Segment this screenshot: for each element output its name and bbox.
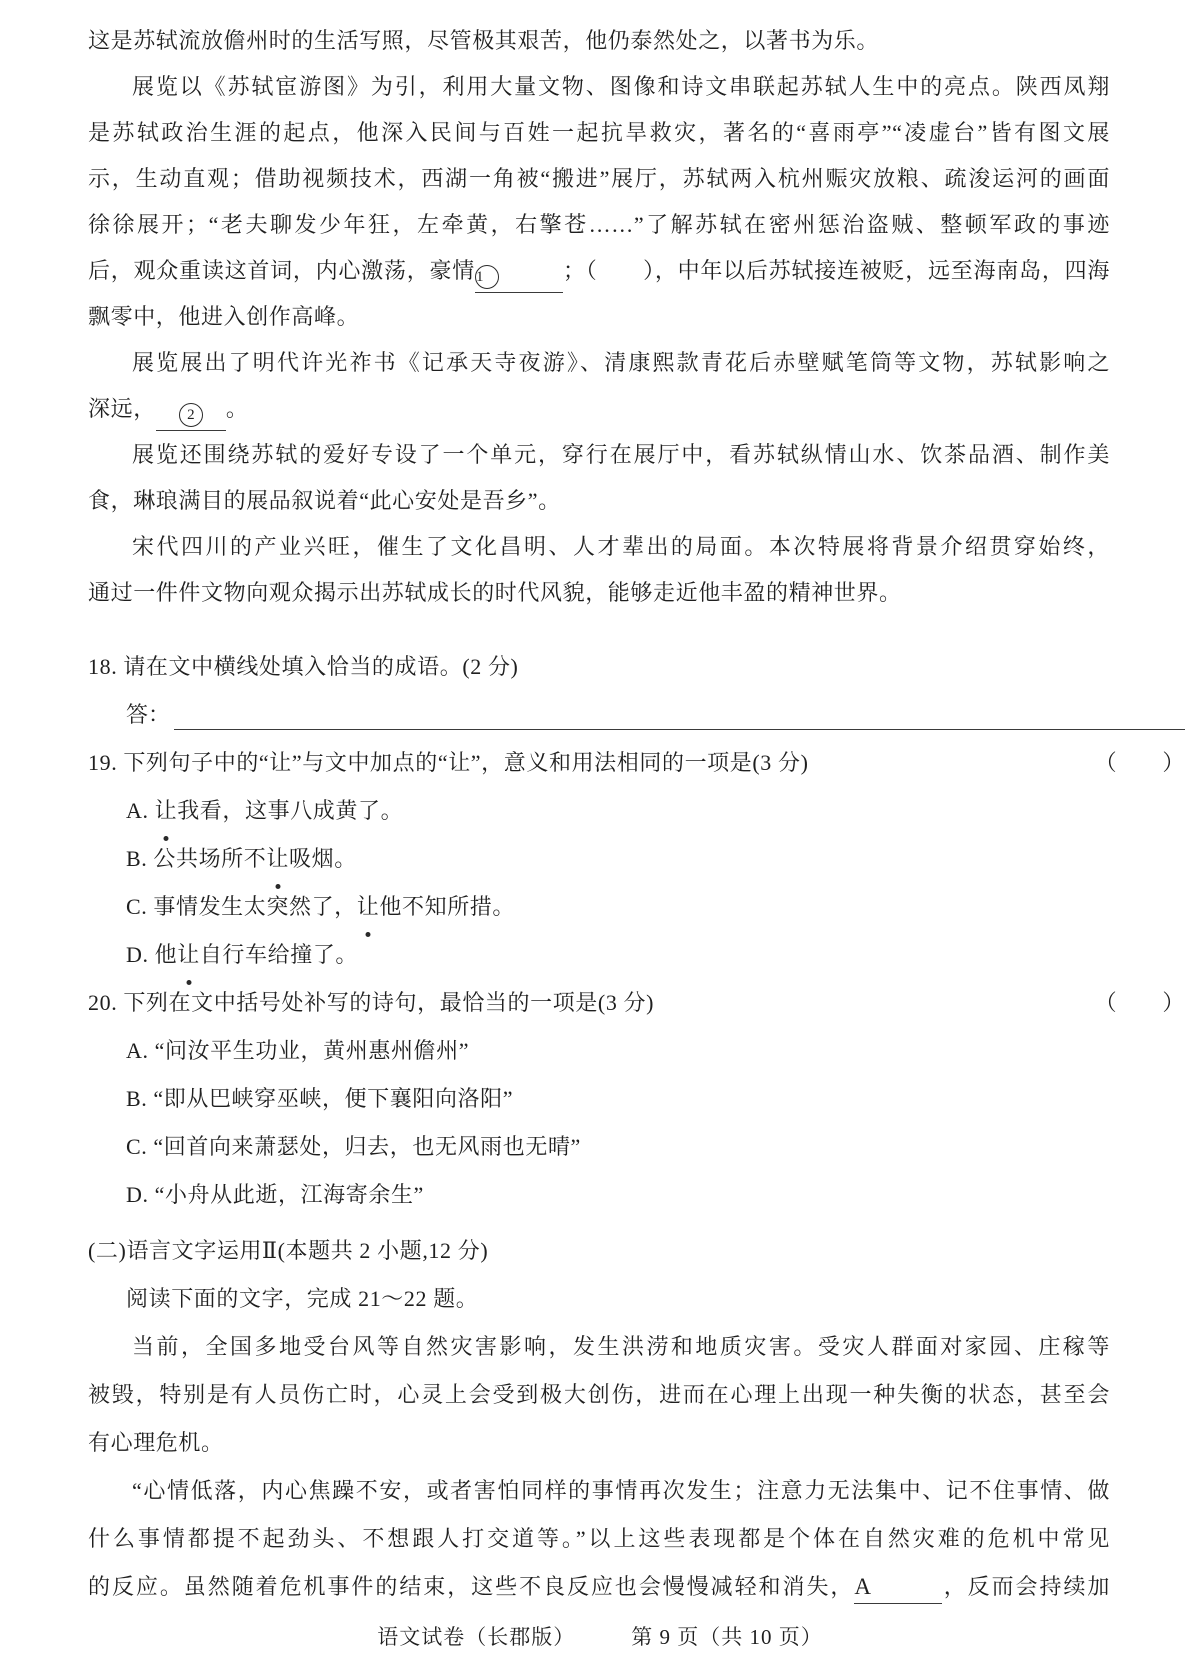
passage1-line-12: 宋代四川的产业兴旺，催生了文化昌明、人才辈出的局面。本次特展将背景介绍贯穿始终， [132,534,1110,559]
question-19-option-c [88,883,1185,931]
passage1-line-9 [88,386,1110,432]
question-19-option-b [88,835,1185,883]
passage1-line-6-pre: 后，观众重读这首词，内心激荡，豪情 [88,258,476,283]
question-18-answer-row [88,691,1185,739]
question-18-number: 18. [88,654,118,679]
option-text: “回首向来萧瑟处，归去，也无风雨也无晴” [153,1134,581,1159]
passage1-line-10: 展览还围绕苏轼的爱好专设了一个单元，穿行在展厅中，看苏轼纵情山水、饮茶品酒、制作美 [132,442,1110,467]
option-post: 他不知所措。 [379,894,515,919]
section-2 [88,1227,1185,1611]
questions-block [88,643,1185,1219]
question-19-option-a [88,787,1185,835]
option-label: D. [126,1182,149,1207]
section-2-heading-text: (二)语言文字运用Ⅱ(本题共 2 小题,12 分) [88,1238,489,1263]
option-pre: 事情发生太突然了， [153,894,357,919]
question-20-number: 20. [88,990,118,1015]
passage1-line-8: 展览展出了明代许光祚书《记承天寺夜游》、清康熙款青花后赤壁赋笔筒等文物，苏轼影响之 [132,350,1110,375]
passage2-line-3: 有心理危机。 [88,1430,224,1455]
passage1-line-3: 是苏轼政治生涯的起点，他深入民间与百姓一起抗旱救灾，著名的“喜雨亭”“凌虚台”皆有图文展 [88,120,1110,145]
question-18 [88,643,1185,691]
question-20 [88,979,1185,1027]
option-text: “问汝平生功业，黄州惠州儋州” [154,1038,470,1063]
answer-blank-line [174,691,1185,730]
passage1-line-13: 通过一件件文物向观众揭示出苏轼成长的时代风貌，能够走近他丰盈的精神世界。 [88,580,902,605]
question-18-stem: 请在文中横线处填入恰当的成语。(2 分) [123,654,519,679]
passage1-line-6 [88,248,1110,294]
passage1-line-9-post: 。 [225,396,249,421]
circled-number-2: 2 [179,403,203,427]
option-text: “小舟从此逝，江海寄余生” [154,1182,424,1207]
option-text [155,787,404,835]
question-19-number: 19. [88,750,118,775]
passage2-line-5: 什么事情都提不起劲头、不想跟人打交道等。”以上这些表现都是个体在自然灾难的危机中常见 [88,1526,1110,1551]
emphasis-dot-char: 让 [177,931,200,979]
option-text: “即从巴峡穿巫峡，便下襄阳向洛阳” [153,1086,514,1111]
passage1-line-6-post: ；（ ），中年以后苏轼接连被贬，远至海南岛，四海 [563,258,1110,283]
question-20-answer-bracket: （ ） [1094,990,1185,1015]
answer-label: 答： [126,702,171,727]
passage2-line-6-pre: 的反应。虽然随着危机事件的结束，这些不良反应也会慢慢减轻和消失， [88,1574,855,1599]
option-label: C. [126,1134,148,1159]
passage1-line-11: 食，琳琅满目的展品叙说着“此心安处是吾乡”。 [88,488,561,513]
footer-paper-title: 语文试卷（长郡版） [377,1625,576,1649]
passage1-line-9-pre: 深远， [88,396,156,421]
option-pre: 公共场所不 [153,846,267,871]
question-20-option-b [88,1075,1185,1123]
question-19 [88,739,1185,787]
section-2-intro [88,1275,1185,1323]
option-label: A. [126,798,149,823]
option-post: 自行车给撞了。 [199,942,359,967]
blank-a-underline: A [854,1574,942,1604]
footer-page-number: 第 9 页（共 10 页） [631,1625,823,1649]
question-19-stem: 下列句子中的“让”与文中加点的“让”，意义和用法相同的一项是(3 分) [123,750,809,775]
passage1-line-4: 示，生动直观；借助视频技术，西湖一角被“搬进”展厅，苏轼两入杭州赈灾放粮、疏浚运河的画面 [88,166,1110,191]
question-19-answer-bracket: （ ） [1094,750,1185,775]
passage-disaster-psychology [88,1323,1110,1611]
option-post: 吸烟。 [289,846,357,871]
option-label: C. [126,894,148,919]
emphasis-dot-char: 让 [357,883,380,931]
circled-number-1: 1 [475,265,499,289]
passage2-line-6-post: ，反而会持续加 [942,1574,1110,1599]
question-20-stem: 下列在文中括号处补写的诗句，最恰当的一项是(3 分) [123,990,655,1015]
option-label: A. [126,1038,149,1063]
passage1-line-7: 飘零中，他进入创作高峰。 [88,304,360,329]
option-label: D. [126,942,149,967]
question-20-option-a [88,1027,1185,1075]
option-pre: 他 [154,942,178,967]
section-2-intro-text: 阅读下面的文字，完成 21～22 题。 [126,1286,479,1311]
passage-su-shi-exhibition [88,18,1200,616]
passage2-line-6 [88,1563,1110,1611]
emphasis-dot-char: 让 [155,787,178,835]
passage2-line-1: 当前，全国多地受台风等自然灾害影响，发生洪涝和地质灾害。受灾人群面对家园、庄稼等 [132,1334,1110,1359]
passage1-line-2: 展览以《苏轼宦游图》为引，利用大量文物、图像和诗文串联起苏轼人生中的亮点。陕西凤翔 [132,74,1110,99]
option-text [153,835,356,883]
question-20-option-c [88,1123,1185,1171]
passage2-line-4: “心情低落，内心焦躁不安，或者害怕同样的事情再次发生；注意力无法集中、记不住事情、做 [132,1478,1110,1503]
question-20-option-d [88,1171,1185,1219]
passage1-line-1: 这是苏轼流放儋州时的生活写照，尽管极其艰苦，他仍泰然处之，以著书为乐。 [88,28,880,53]
question-19-option-d [88,931,1185,979]
emphasis-dot-char: 让 [266,835,289,883]
blank-2-underline [156,396,226,431]
page-footer [0,1621,1200,1651]
option-text [155,931,358,979]
passage2-line-2: 被毁，特别是有人员伤亡时，心灵上会受到极大创伤，进而在心理上出现一种失衡的状态，甚至会 [88,1382,1110,1407]
option-label: B. [126,846,148,871]
option-label: B. [126,1086,148,1111]
section-2-heading [88,1227,1185,1275]
passage1-line-5: 徐徐展开；“老夫聊发少年狂，左牵黄，右擎苍……”了解苏轼在密州惩治盗贼、整顿军政的事迹 [88,212,1110,237]
option-text [153,883,515,931]
blank-1-underline [475,258,563,293]
option-post: 我看，这事八成黄了。 [177,798,404,823]
